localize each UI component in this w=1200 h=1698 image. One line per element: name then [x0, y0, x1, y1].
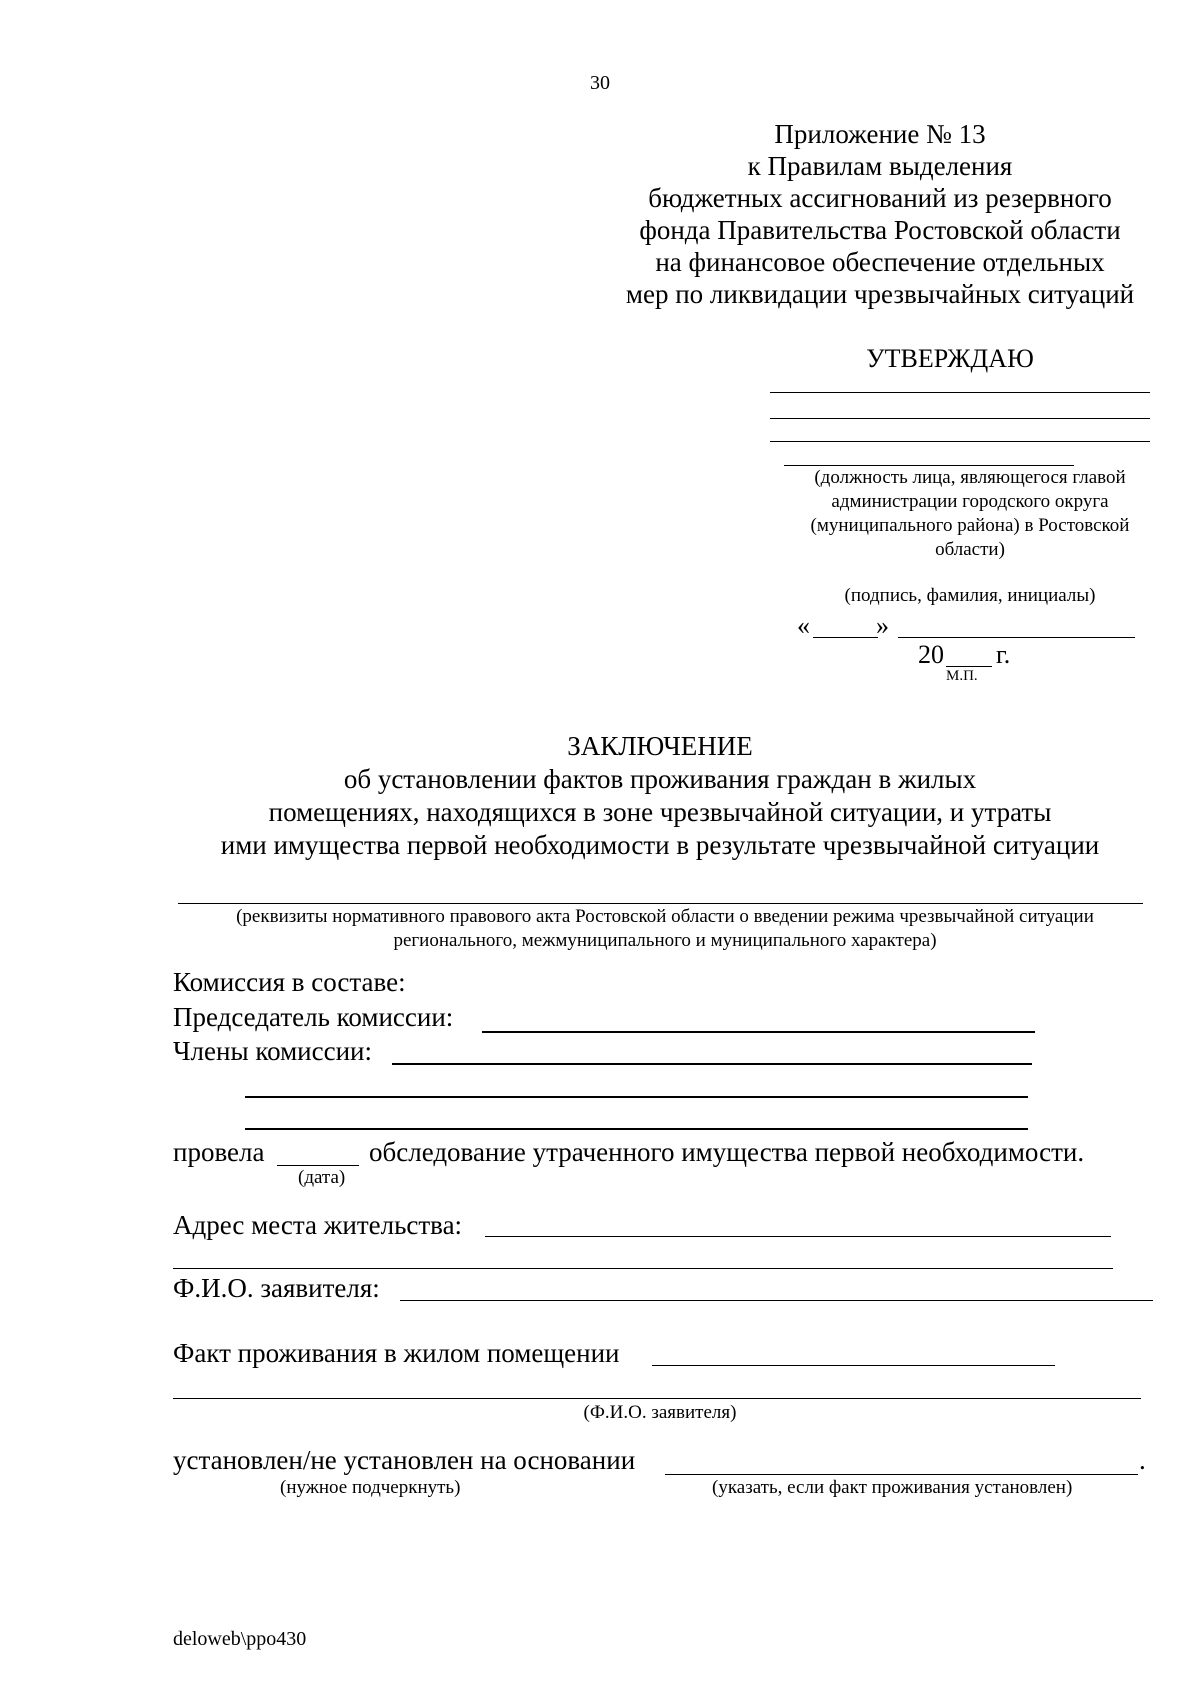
- normative-act-caption: [170, 905, 1160, 953]
- caption-line: (должность лица, являющегося главой: [814, 467, 1126, 488]
- end-period: .: [1139, 1445, 1146, 1475]
- residence-fact-label: Факт проживания в жилом помещении: [173, 1338, 620, 1368]
- underline-caption: (нужное подчеркнуть): [280, 1477, 461, 1498]
- annex-line: мер по ликвидации чрезвычайных ситуаций: [625, 279, 1135, 309]
- caption-line: (муниципального района) в Ростовской: [810, 515, 1130, 536]
- date-day-field[interactable]: [813, 637, 878, 638]
- approver-position-line-3[interactable]: [770, 441, 1150, 442]
- specify-caption: (указать, если факт проживания установлен): [712, 1477, 1073, 1498]
- annex-line: бюджетных ассигнований из резервного: [648, 183, 1112, 213]
- members-label: Члены комиссии:: [173, 1036, 372, 1066]
- chairman-field[interactable]: [482, 1031, 1035, 1033]
- applicant-label: Ф.И.О. заявителя:: [173, 1273, 380, 1303]
- caption-line: (реквизиты нормативного правового акта Ростовской области о введении режима чрезвычайной ситуации: [236, 906, 1094, 927]
- address-field-1[interactable]: [485, 1236, 1111, 1237]
- caption-line: администрации городского округа: [831, 491, 1109, 512]
- annex-line: фонда Правительства Ростовской области: [639, 215, 1121, 245]
- approver-position-line-1[interactable]: [770, 392, 1150, 393]
- basis-field[interactable]: [665, 1474, 1138, 1475]
- members-field-2[interactable]: [245, 1096, 1028, 1098]
- address-label: Адрес места жительства:: [173, 1210, 463, 1240]
- page-number: 30: [590, 72, 610, 94]
- annex-header: [600, 118, 1160, 310]
- signature-caption: (подпись, фамилия, инициалы): [844, 585, 1096, 606]
- approval-heading: УТВЕРЖДАЮ: [866, 344, 1034, 373]
- stamp-label: М.П.: [946, 668, 978, 684]
- year-suffix: г.: [996, 640, 1011, 669]
- residence-applicant-field[interactable]: [173, 1398, 1141, 1399]
- commission-label: Комиссия в составе:: [173, 967, 406, 997]
- annex-line: на финансовое обеспечение отдельных: [655, 247, 1105, 277]
- caption-line: области): [935, 539, 1005, 560]
- title-line: об установлении фактов проживания граждан в жилых: [343, 764, 977, 794]
- title-line: ими имущества первой необходимости в результате чрезвычайной ситуации: [220, 830, 1100, 860]
- annex-line: к Правилам выделения: [747, 151, 1013, 181]
- address-field-2[interactable]: [173, 1268, 1113, 1269]
- applicant-caption: (Ф.И.О. заявителя): [583, 1402, 737, 1423]
- members-field-1[interactable]: [392, 1063, 1032, 1065]
- date-year-field[interactable]: [946, 666, 992, 667]
- year-prefix: 20: [918, 640, 944, 669]
- date-month-field[interactable]: [898, 637, 1135, 638]
- normative-act-field[interactable]: [178, 903, 1143, 904]
- approver-position-line-2[interactable]: [770, 418, 1150, 419]
- conducted-prefix: провела: [173, 1137, 265, 1167]
- footer-doc-id: deloweb\ppo430: [173, 1628, 307, 1650]
- conducted-suffix: обследование утраченного имущества первой необходимости.: [369, 1137, 1085, 1167]
- date-close-quote: »: [876, 611, 889, 640]
- document-title: [0, 730, 1200, 862]
- position-caption: [780, 466, 1160, 562]
- applicant-field[interactable]: [400, 1300, 1153, 1301]
- date-caption: (дата): [298, 1167, 346, 1188]
- title-line: помещениях, находящихся в зоне чрезвычайной ситуации, и утраты: [268, 797, 1052, 827]
- caption-line: регионального, межмуниципального и муниципального характера): [393, 930, 937, 951]
- title-heading: ЗАКЛЮЧЕНИЕ: [567, 731, 753, 761]
- chairman-label: Председатель комиссии:: [173, 1002, 454, 1032]
- established-label: установлен/не установлен на основании: [173, 1445, 636, 1475]
- members-field-3[interactable]: [245, 1128, 1028, 1130]
- date-open-quote: «: [797, 611, 810, 640]
- annex-line: Приложение № 13: [774, 119, 986, 149]
- residence-fact-field[interactable]: [652, 1365, 1055, 1366]
